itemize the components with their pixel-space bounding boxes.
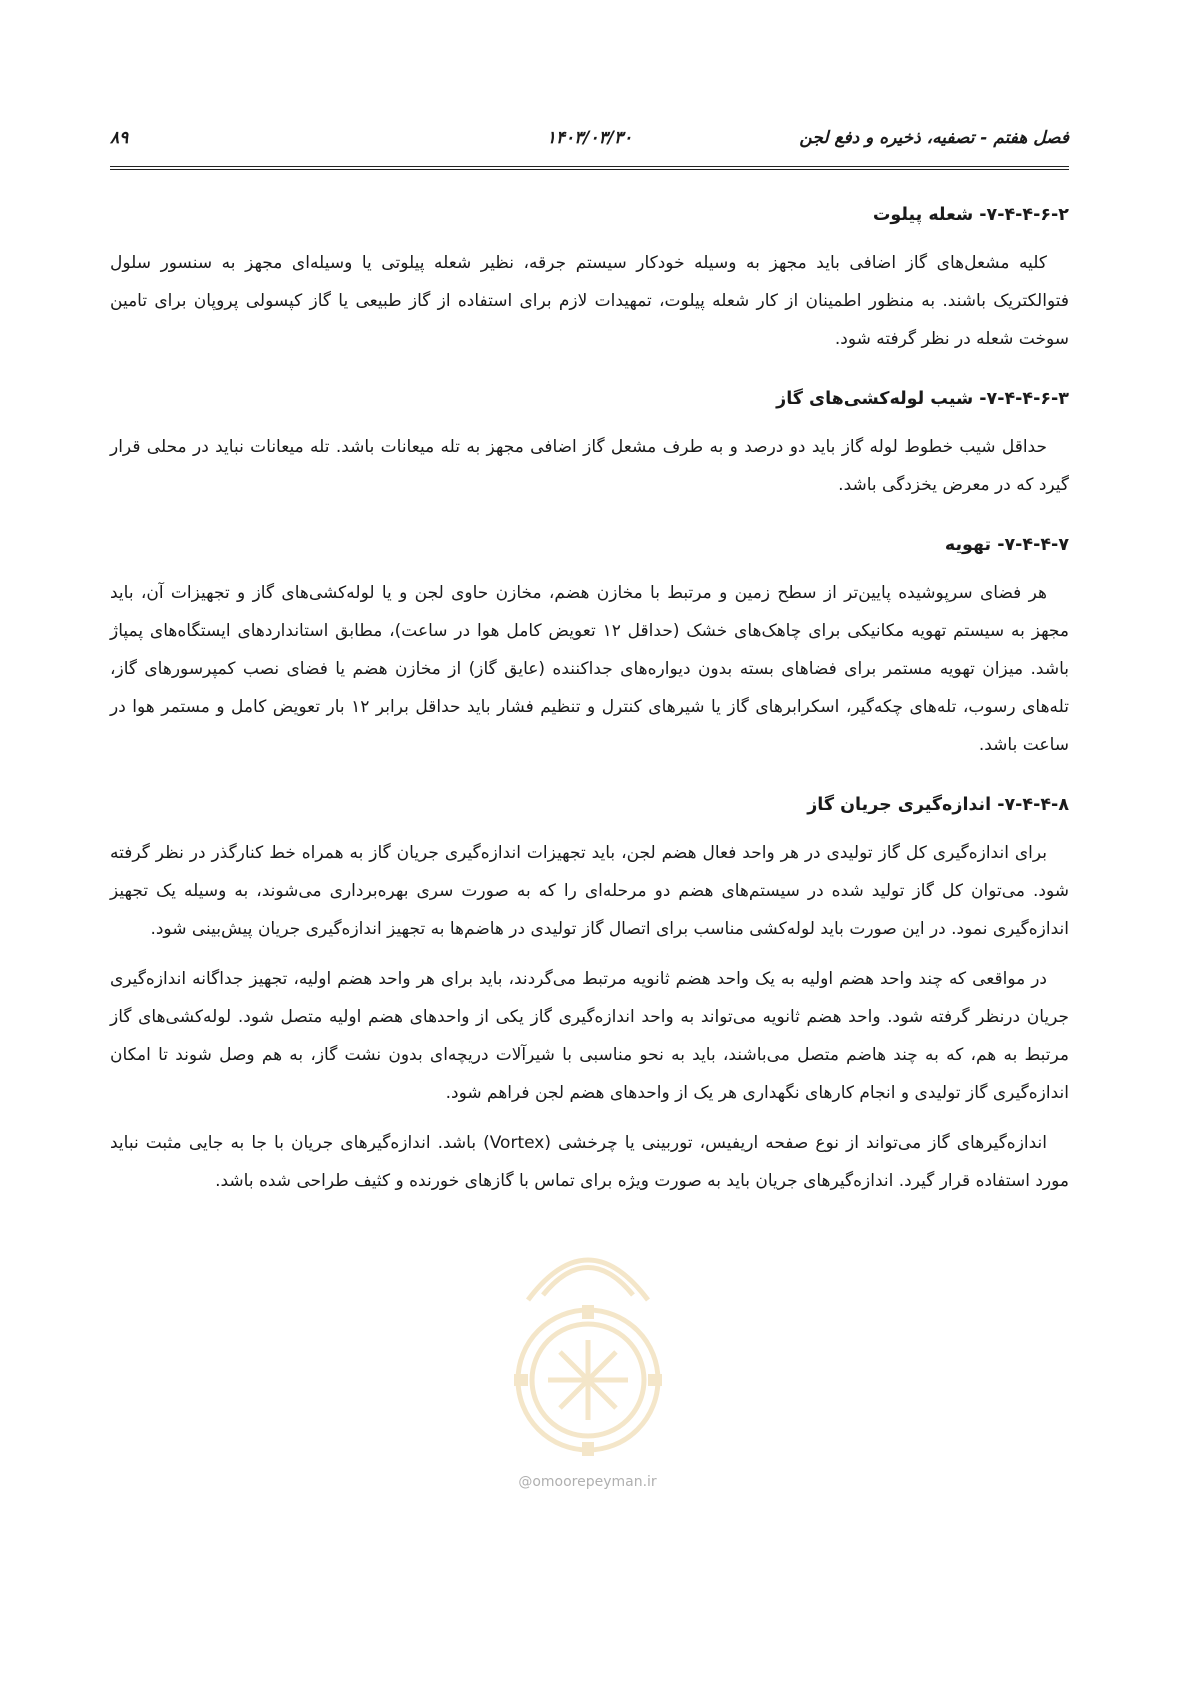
paragraph: حداقل شیب خطوط لوله گاز باید دو درصد و به طرف مشعل گاز اضافی مجهز به تله میعانات باشد. تله میعانات نباید در محلی قرار گیرد که در معرض یخزدگی باشد. [110,437,1069,495]
publisher-seal-icon [488,1180,688,1470]
paragraph: اندازه‌گیرهای گاز می‌تواند از نوع صفحه اریفیس، توربینی یا چرخشی (Vortex) باشد. اندازه‌گیرهای جریان با جا به جایی مثبت نباید مورد استفاده قرار گیرد. اندازه‌گیرهای جریان باید به صورت ویژه برای تماس با گازهای خورنده و کثیف طراحی شده باشد. [110,1133,1069,1191]
paragraph: کلیه مشعل‌های گاز اضافی باید مجهز به وسیله خودکار سیستم جرقه، نظیر شعله پیلوتی یا وسیله‌ای مجهز به سنسور سلول فتوالکتریک باشند. به منظور اطمینان از کار شعله پیلوت، تمهیدات لازم برای استفاده از گاز طبیعی یا گاز کپسولی پروپان برای تامین سوخت شعله در نظر گرفته شود. [110,253,1069,349]
header-rule [110,166,1069,167]
watermark-text: @omoorepeyman.ir [518,1474,657,1490]
paragraph: هر فضای سرپوشیده پایین‌تر از سطح زمین و مرتبط با مخازن هضم، مخازن حاوی لجن و یا لوله‌کشی‌های گاز و تجهیزات آن، باید مجهز به سیستم تهویه مکانیکی برای چاهک‌های خشک (حداقل ۱۲ تعویض کامل هوا در ساعت)، مطابق استانداردهای ایستگاه‌های پمپاژ باشد. میزان تهویه مستمر برای فضاهای بسته بدون دیواره‌های جداکننده (عایق گاز) از مخازن هضم یا فضای نصب کمپرسورهای گاز، تله‌های رسوب، تله‌های چکه‌گیر، اسکرابرهای گاز یا شیرهای کنترل و تنظیم فشار باید حداقل برابر ۱۲ بار تعویض کامل و مستمر هوا در ساعت باشد. [110,583,1070,755]
section-heading: ۷-۴-۴-۷- تهویه [944,535,1069,555]
section-gas-piping-slope [110,370,1069,504]
chapter-title: فصل هفتم - تصفیه، ذخیره و دفع لجن [799,128,1069,148]
section-heading: ۷-۴-۴-۸- اندازه‌گیری جریان گاز [807,795,1069,815]
section-pilot-flame [110,186,1069,358]
document-body [110,186,1069,1212]
page-number: ۸۹ [110,128,129,148]
section-heading: ۷-۴-۴-۶-۲- شعله پیلوت [872,205,1069,225]
running-header [110,128,1069,168]
section-ventilation [110,516,1069,764]
paragraph: در مواقعی که چند واحد هضم اولیه به یک واحد هضم ثانویه مرتبط می‌گردند، باید برای هر واحد هضم اولیه، تجهیز جداگانه اندازه‌گیری جریان درنظر گرفته شود. واحد هضم ثانویه می‌تواند به واحد اندازه‌گیری گاز یکی از واحدهای هضم اولیه متصل شود. لوله‌کشی‌های گاز مرتبط به هم، که به چند هاضم متصل می‌باشند، باید به نحو مناسبی با شیرآلات دریچه‌ای بدون نشت گاز، به هم وصل شوند تا امکان اندازه‌گیری گاز تولیدی و انجام کارهای نگهداری هر یک از واحدهای هضم لجن فراهم شود. [110,969,1069,1103]
header-date: ۱۴۰۳/۰۳/۳۰ [546,128,633,148]
paragraph: برای اندازه‌گیری کل گاز تولیدی در هر واحد فعال هضم لجن، باید تجهیزات اندازه‌گیری جریان گاز به همراه خط کنارگذر در نظر گرفته شود. می‌توان کل گاز تولید شده در سیستم‌های هضم دو مرحله‌ای را که به صورت سری بهره‌برداری می‌شوند، به وسیله یک تجهیز اندازه‌گیری نمود. در این صورت باید لوله‌کشی مناسب برای اتصال گاز تولیدی در هاضم‌ها به تجهیز اندازه‌گیری جریان پیش‌بینی شود. [110,843,1069,939]
section-heading: ۷-۴-۴-۶-۳- شیب لوله‌کشی‌های گاز [776,389,1069,409]
section-gas-flow-measurement [110,776,1069,1200]
